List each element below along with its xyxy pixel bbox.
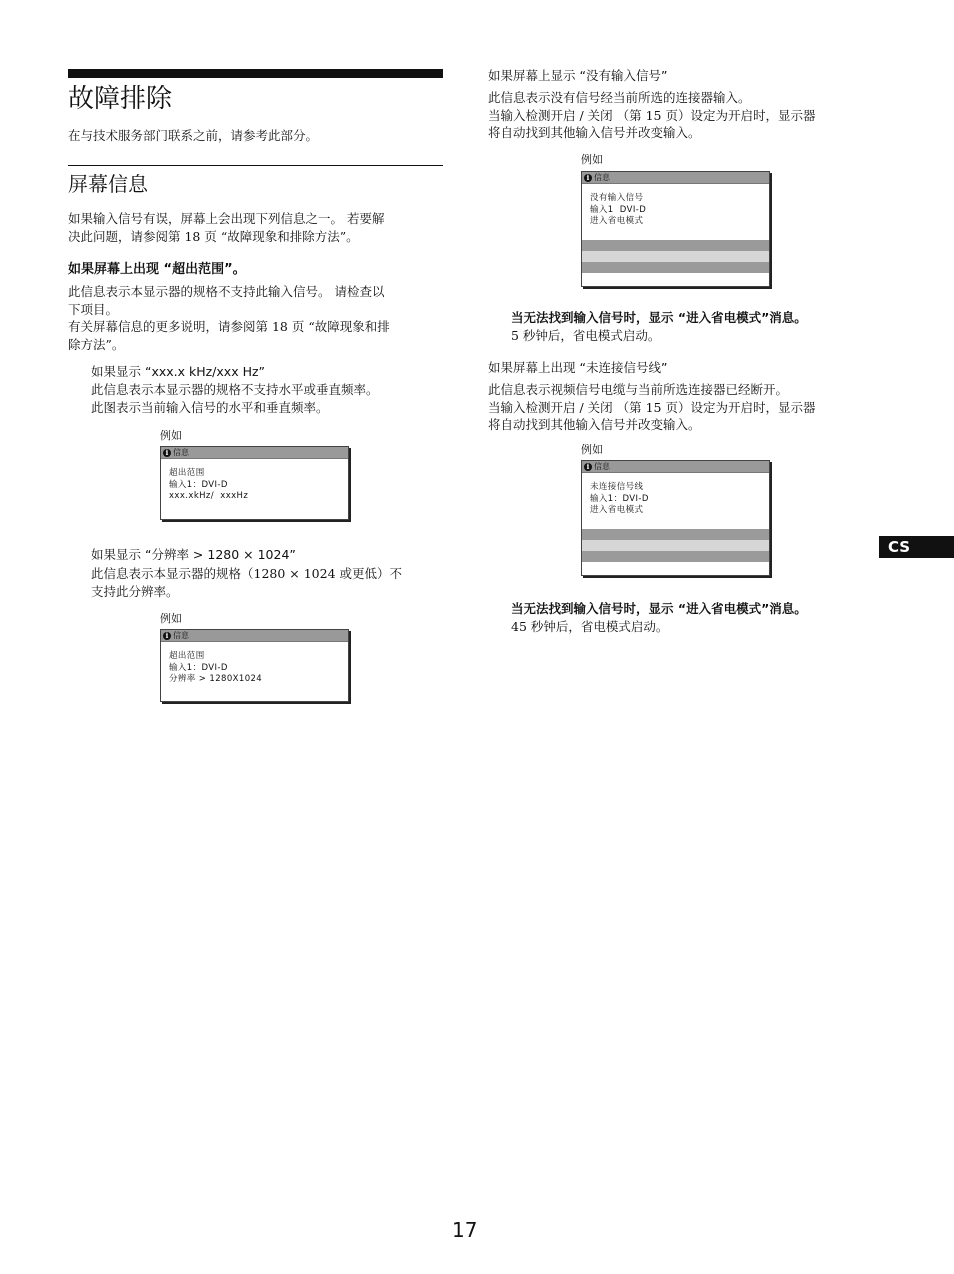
note-heading-no-input: 当无法找到输入信号时，显示 “进入省电模式”消息。 [511,310,807,325]
heading-no-input: 如果屏幕上显示 “没有输入信号” [488,68,668,83]
osd-lines: 没有输入信号 输入1 DVI-D 进入省电模式 [590,193,647,226]
note-heading-no-cable: 当无法找到输入信号时，显示 “进入省电模式”消息。 [511,601,807,616]
info-icon: i [584,174,592,182]
osd-no-input-box [581,171,770,287]
note-no-input: 5 秒钟后，省电模式启动。 [511,328,661,343]
osd-band [582,540,769,551]
osd-header: i 信息 [582,461,769,473]
osd-band [582,529,769,540]
info-icon: i [163,632,171,640]
language-tab: CS [879,536,954,558]
example-label: 例如 [160,429,182,442]
example-label: 例如 [160,612,182,625]
resolution-para: 此信息表示本显示器的规格（1280 × 1024 或更低）不 支持此分辨率。 [91,566,403,599]
section-intro: 如果输入信号有误，屏幕上会出现下列信息之一。 若要解 决此问题，请参阅第 18 页 “故障现象和排除方法”。 [68,211,385,244]
osd-band [582,240,769,251]
section-title: 屏幕信息 [68,172,148,196]
intro-text: 在与技术服务部门联系之前，请参考此部分。 [68,128,319,143]
heading-frequency: 如果显示 “xxx.x kHz/xxx Hz” [91,364,265,379]
osd-resolution-box [160,629,349,702]
osd-frequency-box [160,446,349,520]
osd-band [582,262,769,273]
osd-header: i 信息 [582,172,769,184]
frequency-para: 此信息表示本显示器的规格不支持水平或垂直频率。 此图表示当前输入信号的水平和垂直频率。 [91,382,379,415]
osd-lines: 未连接信号线 输入1：DVI-D 进入省电模式 [590,482,649,515]
osd-lines: 超出范围 输入1：DVI-D xxx.xkHz/ xxxHz [169,468,249,501]
note-no-cable: 45 秒钟后，省电模式启动。 [511,619,669,634]
title-rule [68,69,443,78]
heading-no-cable: 如果屏幕上出现 “未连接信号线” [488,360,668,375]
osd-lines: 超出范围 输入1：DVI-D 分辨率 > 1280X1024 [169,651,263,684]
page-number: 17 [452,1218,478,1242]
osd-no-cable-box [581,460,770,576]
out-of-range-para1: 此信息表示本显示器的规格不支持此输入信号。 请检查以 下项目。 [68,284,385,317]
osd-band [582,251,769,262]
osd-header: i 信息 [161,630,348,642]
heading-out-of-range: 如果屏幕上出现 “超出范围”。 [68,262,246,277]
page-title: 故障排除 [68,84,173,114]
info-icon: i [584,463,592,471]
osd-header: i 信息 [161,447,348,459]
info-icon: i [163,449,171,457]
heading-resolution: 如果显示 “分辨率 > 1280 × 1024” [91,547,296,562]
no-input-para: 此信息表示没有信号经当前所选的连接器输入。 当输入检测开启 / 关闭 （第 15 页）设定为开启时，显示器 将自动找到其他输入信号并改变输入。 [488,90,816,140]
example-label: 例如 [581,153,603,166]
out-of-range-para2: 有关屏幕信息的更多说明，请参阅第 18 页 “故障现象和排 除方法”。 [68,319,390,352]
example-label: 例如 [581,443,603,456]
section-rule [68,165,443,166]
no-cable-para: 此信息表示视频信号电缆与当前所选连接器已经断开。 当输入检测开启 / 关闭 （第 15 页）设定为开启时，显示器 将自动找到其他输入信号并改变输入。 [488,382,816,432]
osd-band [582,551,769,562]
